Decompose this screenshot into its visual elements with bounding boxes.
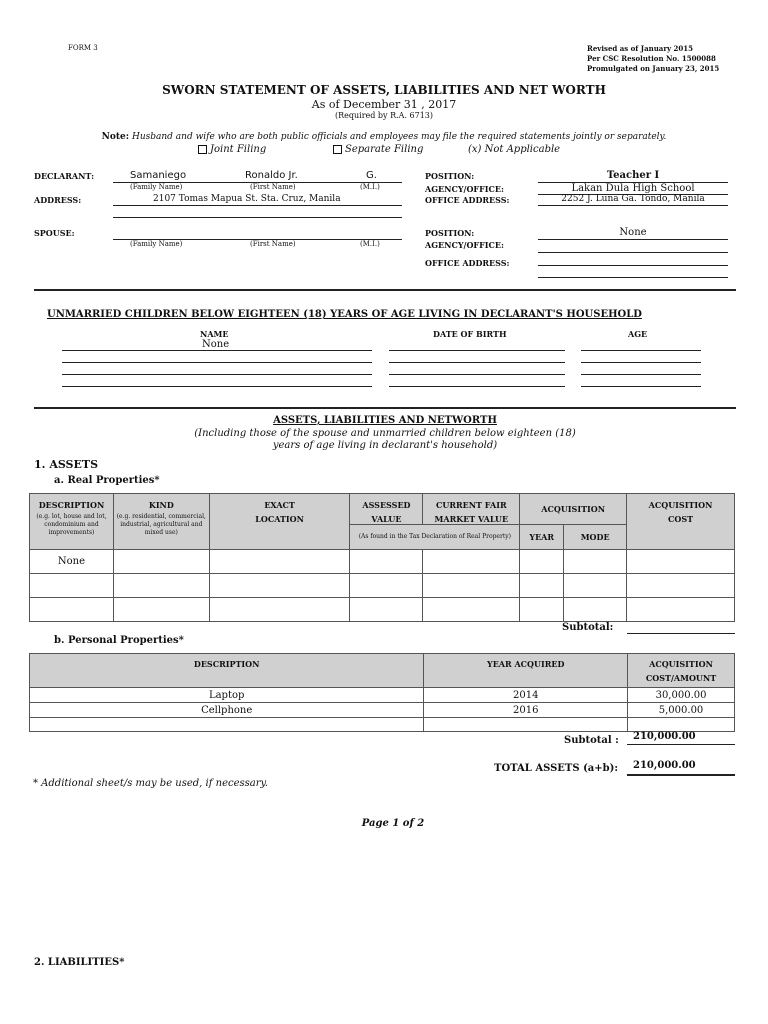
table-row	[30, 574, 735, 598]
agency-label: AGENCY/OFFICE:	[425, 184, 504, 194]
personal-cost[interactable]: 30,000.00	[628, 688, 735, 703]
personal-subtotal-line	[627, 744, 735, 745]
tax-declaration-note: (As found in the Tax Declaration of Real Property)	[350, 525, 520, 550]
note-label: Note:	[101, 132, 130, 142]
real-subtotal-line	[627, 633, 735, 634]
total-assets-line	[627, 774, 735, 776]
declarant-label: DECLARANT:	[34, 171, 95, 181]
spouse-label: SPOUSE:	[34, 228, 75, 238]
col-acquisition-amount: ACQUISITION COST/AMOUNT	[628, 654, 735, 688]
table-row	[30, 688, 735, 703]
position-label: POSITION:	[425, 171, 475, 181]
col-personal-description: DESCRIPTION	[30, 654, 424, 688]
separate-filing-checkbox[interactable]	[333, 145, 342, 154]
address-line-2	[113, 217, 402, 218]
declarant-office-address[interactable]: 2252 J. Luna Ga. Tondo, Manila	[561, 194, 705, 204]
personal-year[interactable]: 2014	[424, 688, 628, 703]
section-divider-1	[34, 289, 736, 291]
declarant-first-name[interactable]: Ronaldo Jr.	[245, 170, 298, 181]
personal-year[interactable]: 2016	[424, 703, 628, 718]
spouse-family-name-caption: (Family Name)	[130, 240, 183, 248]
total-assets-value[interactable]: 210,000.00	[633, 760, 696, 771]
children-heading: UNMARRIED CHILDREN BELOW EIGHTEEN (18) YEARS OF AGE LIVING IN DECLARANT'S HOUSEHOLD	[47, 309, 642, 320]
address-line-1	[113, 205, 402, 206]
col-description: DESCRIPTION (e.g. lot, house and lot, condominium and improvements)	[30, 494, 114, 550]
personal-description[interactable]: Laptop	[30, 688, 424, 703]
real-property-description[interactable]: None	[30, 550, 114, 574]
alnw-heading: ASSETS, LIABILITIES AND NETWORTH	[273, 415, 497, 426]
spouse-agency-label: AGENCY/OFFICE:	[425, 240, 504, 250]
note	[0, 132, 768, 142]
spouse-office-address-label: OFFICE ADDRESS:	[425, 258, 510, 268]
spouse-position-label: POSITION:	[425, 228, 475, 238]
spouse-agency-line	[538, 252, 728, 253]
joint-filing-option[interactable]: Joint Filing	[198, 144, 266, 155]
children-col-name: NAME	[200, 329, 229, 339]
table-row	[30, 598, 735, 622]
page-number: Page 1 of 2	[361, 818, 425, 829]
spouse-mi-caption: (M.I.)	[360, 240, 380, 248]
col-acquisition-cost: ACQUISITION COST	[627, 494, 735, 550]
note-text: Husband and wife who are both public officials and employees may file the required statements jointly or separately.	[129, 132, 667, 142]
personal-description[interactable]: Cellphone	[30, 703, 424, 718]
declarant-mi[interactable]: G.	[366, 170, 377, 181]
col-assessed-value: ASSESSED VALUE	[350, 494, 423, 525]
office-address-line	[538, 205, 728, 206]
section-divider-2	[34, 407, 736, 409]
col-exact-location: EXACT LOCATION	[209, 494, 350, 550]
real-subtotal-label: Subtotal:	[562, 622, 614, 633]
alnw-sub-1: (Including those of the spouse and unmarried children below eighteen (18)	[194, 428, 576, 439]
page-title: SWORN STATEMENT OF ASSETS, LIABILITIES AND NET WORTH	[162, 83, 606, 97]
assets-heading: 1. ASSETS	[34, 458, 99, 471]
declarant-address[interactable]: 2107 Tomas Mapua St. Sta. Cruz, Manila	[153, 194, 341, 204]
personal-subtotal-label: Subtotal :	[564, 735, 619, 746]
col-acquisition: ACQUISITION	[520, 494, 627, 525]
address-label: ADDRESS:	[34, 195, 82, 205]
col-market-value: CURRENT FAIR MARKET VALUE	[423, 494, 520, 525]
col-mode: MODE	[564, 525, 627, 550]
spouse-first-name-caption: (First Name)	[250, 240, 296, 248]
csc-resolution: Per CSC Resolution No. 1500088	[587, 54, 716, 63]
real-properties-heading: a. Real Properties*	[54, 475, 160, 486]
table-row	[30, 718, 735, 732]
form-number: FORM 3	[68, 44, 98, 52]
spouse-position-line	[538, 239, 728, 240]
family-name-caption: (Family Name)	[130, 183, 183, 191]
table-row	[30, 550, 735, 574]
mi-caption: (M.I.)	[360, 183, 380, 191]
personal-cost[interactable]: 5,000.00	[628, 703, 735, 718]
liabilities-heading: 2. LIABILITIES*	[34, 957, 125, 968]
total-assets-label: TOTAL ASSETS (a+b):	[494, 763, 619, 774]
promulgated-date: Promulgated on January 23, 2015	[587, 64, 720, 73]
alnw-sub-2: years of age living in declarant's household)	[272, 440, 498, 451]
additional-sheets-footnote: * Additional sheet/s may be used, if necessary.	[33, 778, 269, 789]
child-name-entry[interactable]: None	[202, 339, 230, 350]
as-of-date: As of December 31 , 2017	[311, 98, 457, 111]
declarant-position[interactable]: Teacher I	[606, 170, 660, 181]
revised-date: Revised as of January 2015	[587, 44, 693, 53]
office-address-label: OFFICE ADDRESS:	[425, 195, 510, 205]
table-row	[30, 703, 735, 718]
children-col-dob: DATE OF BIRTH	[433, 329, 507, 339]
children-col-age: AGE	[628, 329, 648, 339]
personal-properties-table	[29, 653, 735, 732]
real-properties-table	[29, 493, 735, 622]
joint-filing-checkbox[interactable]	[198, 145, 207, 154]
first-name-caption: (First Name)	[250, 183, 296, 191]
personal-properties-heading: b. Personal Properties*	[54, 635, 184, 646]
spouse-office-address-line-1	[538, 265, 728, 266]
not-applicable-option[interactable]: (x) Not Applicable	[468, 144, 561, 155]
declarant-agency[interactable]: Lakan Dula High School	[571, 183, 695, 194]
required-by: (Required by R.A. 6713)	[334, 111, 434, 120]
declarant-family-name[interactable]: Samaniego	[130, 170, 187, 181]
spouse-office-address-line-2	[538, 277, 728, 278]
col-kind: KIND (e.g. residential, commercial, industrial, agricultural and mixed use)	[113, 494, 209, 550]
spouse-position[interactable]: None	[619, 227, 647, 238]
col-year-acquired: YEAR ACQUIRED	[424, 654, 628, 688]
separate-filing-option[interactable]: Separate Filing	[333, 144, 423, 155]
personal-subtotal-value[interactable]: 210,000.00	[633, 731, 696, 742]
col-year: YEAR	[520, 525, 564, 550]
